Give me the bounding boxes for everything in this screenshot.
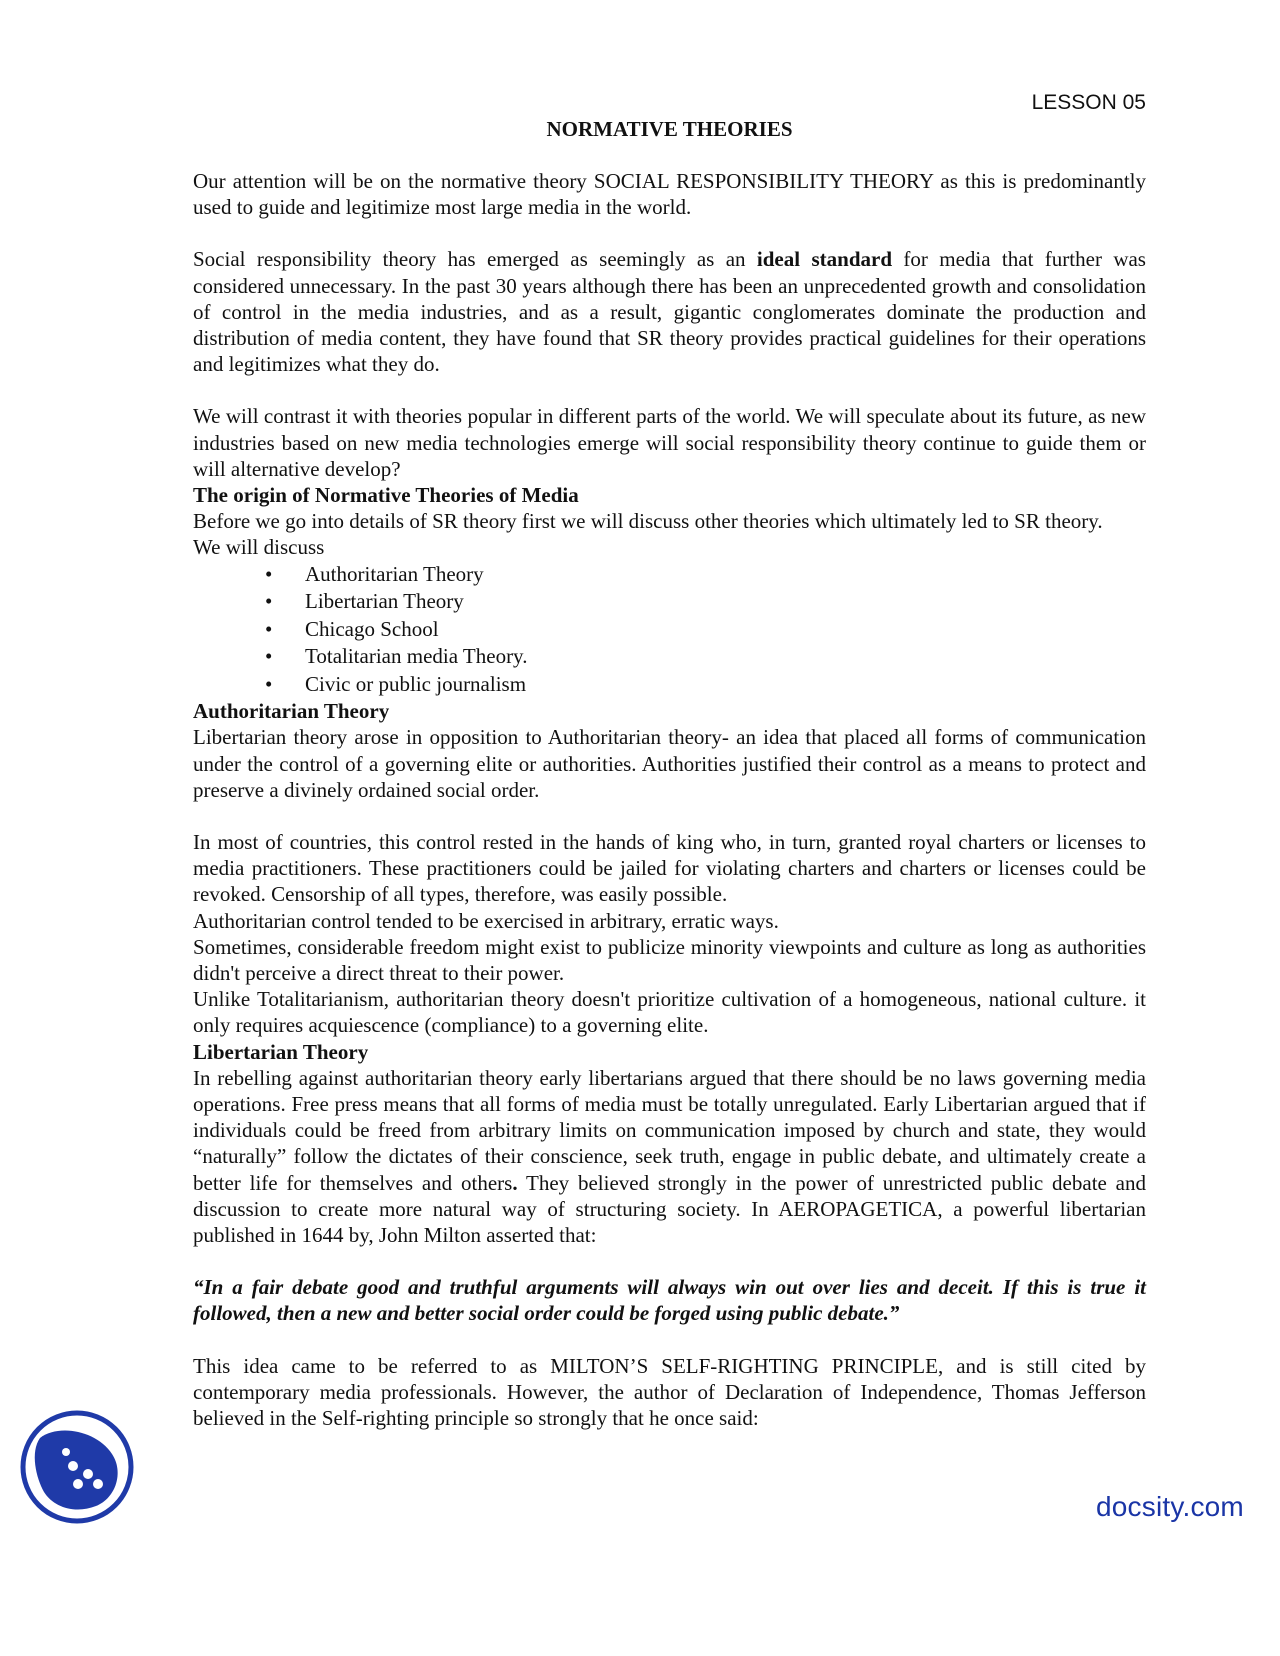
list-item: • Chicago School (265, 616, 1146, 644)
list-item: • Civic or public journalism (265, 671, 1146, 699)
page-title: NORMATIVE THEORIES (546, 117, 793, 141)
ideal-standard-emphasis: ideal standard (756, 247, 892, 272)
libertarian-text-after: They believed strongly in the power of unrestricted public debate and discussion to create more natural way of structuring society. In AEROPAGETICA, a powerful libertarian published in 1644 by, John Milton asserted that: (193, 1170, 1146, 1247)
authoritarian-paragraph-5: Unlike Totalitarianism, authoritarian theory doesn't prioritize cultivation of a homogeneous, national culture. it only requires acquiescence (compliance) to a governing elite. (193, 987, 1146, 1038)
authoritarian-paragraph-4: Sometimes, considerable freedom might exist to publicize minority viewpoints and culture as long as authorities didn't perceive a direct threat to their power. (193, 934, 1146, 985)
origin-paragraph: Before we go into details of SR theory first we will discuss other theories which ultimately led to SR theory. (193, 509, 1103, 534)
social-responsibility-paragraph (193, 246, 1146, 377)
list-item: • Totalitarian media Theory. (265, 643, 1146, 671)
docsity-watermark: docsity.com (1096, 1491, 1244, 1522)
origin-heading: The origin of Normative Theories of Media (193, 483, 579, 508)
authoritarian-heading: Authoritarian Theory (193, 699, 390, 724)
libertarian-bold-period: . (512, 1170, 518, 1195)
p2-text-before: Social responsibility theory has emerged as seemingly as an (193, 247, 757, 272)
authoritarian-paragraph-2: In most of countries, this control rested in the hands of king who, in turn, granted royal charters or licenses to media practitioners. These practitioners could be jailed for violating charters and charters or licenses could be revoked. Censorship of all types, therefore, was easily possible. (193, 829, 1146, 907)
lesson-label: LESSON 05 (1031, 91, 1146, 114)
p2-text-after: for media that further was considered unnecessary. In the past 30 years although there has been an unprecedented growth and consolidation of control in the media industries, and as a result, gigantic conglomerates dominate the production and distribution of media content, they have found that SR theory provides practical guidelines for their operations and legitimizes what they do. (193, 247, 1146, 377)
authoritarian-paragraph-3: Authoritarian control tended to be exercised in arbitrary, erratic ways. (193, 908, 779, 933)
discuss-intro: We will discuss (193, 535, 325, 560)
document-page (193, 86, 1146, 1431)
intro-paragraph: Our attention will be on the normative theory SOCIAL RESPONSIBILITY THEORY as this is predominantly used to guide and legitimize most large media in the world. (193, 169, 1146, 220)
authoritarian-paragraph-1: Libertarian theory arose in opposition to Authoritarian theory- an idea that placed all forms of communication under the control of a governing elite or authorities. Authorities justified their control as a means to protect and preserve a divinely ordained social order. (193, 725, 1146, 802)
contrast-paragraph: We will contrast it with theories popular in different parts of the world. We will speculate about its future, as new industries based on new media technologies emerge will social responsibility theory continue to guide them or will alternative develop? (193, 404, 1146, 481)
milton-quote: “In a fair debate good and truthful arguments will always win out over lies and deceit. If this is true it followed, then a new and better social order could be forged using public debate.” (193, 1275, 1146, 1326)
theory-list (193, 561, 1146, 699)
libertarian-heading: Libertarian Theory (193, 1039, 369, 1064)
closing-paragraph: This idea came to be referred to as MILTON’S SELF-RIGHTING PRINCIPLE, and is still cited by contemporary media professionals. However, the author of Declaration of Independence, Thomas Jefferson believed in the Self-righting principle so strongly that he once said: (193, 1353, 1146, 1431)
libertarian-text-before: In rebelling against authoritarian theory early libertarians argued that there should be no laws governing media operations. Free press means that all forms of media must be totally unregulated. Early Libertarian argued that if individuals could be freed from arbitrary limits on communication imposed by church and state, they would “naturally” follow the dictates of their conscience, seek truth, engage in public debate, and ultimately create a better life for themselves and others (193, 1065, 1146, 1195)
list-item: • Authoritarian Theory (265, 561, 1146, 589)
libertarian-paragraph (193, 1065, 1146, 1248)
docsity-logo-icon (18, 1408, 136, 1526)
list-item: • Libertarian Theory (265, 588, 1146, 616)
